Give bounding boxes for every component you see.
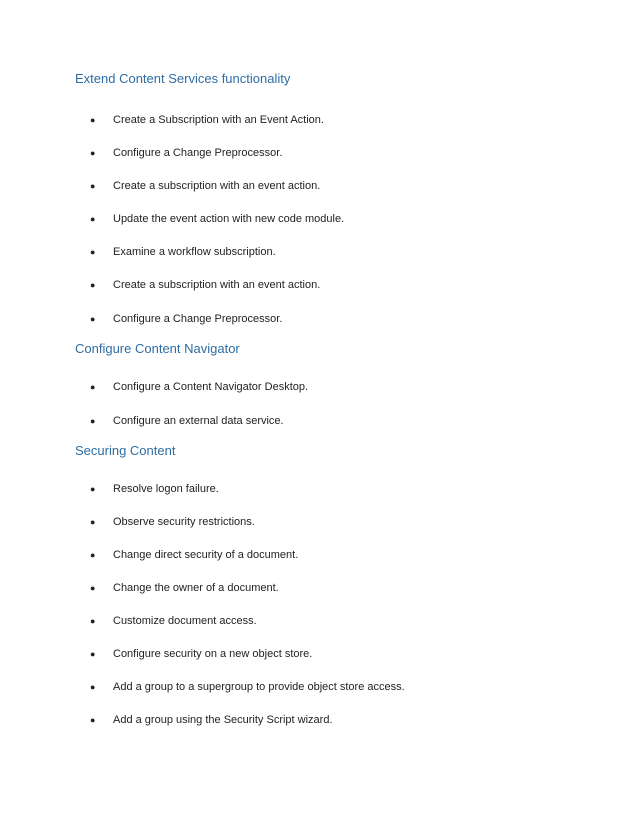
bullet-icon: ●	[90, 214, 96, 224]
list-item-text: Create a Subscription with an Event Action.	[113, 114, 324, 126]
list-item	[90, 681, 405, 693]
list-item	[90, 714, 333, 726]
bullet-icon: ●	[90, 247, 96, 257]
list-item	[90, 246, 276, 258]
list-item	[90, 415, 284, 427]
bullet-icon: ●	[90, 715, 96, 725]
list-item-text: Configure a Change Preprocessor.	[113, 313, 283, 325]
list-item-text: Update the event action with new code module.	[113, 213, 345, 225]
bullet-icon: ●	[90, 649, 96, 659]
list-item-text: Add a group to a supergroup to provide object store access.	[113, 681, 405, 693]
list-item-text: Configure a Change Preprocessor.	[113, 147, 283, 159]
list-item-text: Add a group using the Security Script wizard.	[113, 714, 333, 726]
list-item	[90, 516, 255, 528]
bullet-icon: ●	[90, 115, 96, 125]
bullet-icon: ●	[90, 148, 96, 158]
list-item-text: Configure a Content Navigator Desktop.	[113, 381, 309, 393]
list-item-text: Change the owner of a document.	[113, 582, 279, 594]
bullet-icon: ●	[90, 583, 96, 593]
list-item-text: Create a subscription with an event action.	[113, 279, 321, 291]
list-item	[90, 615, 257, 627]
section-heading-configure-content-navigator: Configure Content Navigator	[75, 341, 240, 356]
bullet-icon: ●	[90, 517, 96, 527]
list-item	[90, 114, 324, 126]
bullet-icon: ●	[90, 181, 96, 191]
list-item	[90, 549, 298, 561]
list-item-text: Create a subscription with an event action.	[113, 180, 321, 192]
list-item-text: Resolve logon failure.	[113, 483, 219, 495]
bullet-icon: ●	[90, 314, 96, 324]
list-item	[90, 582, 279, 594]
list-item	[90, 381, 308, 393]
bullet-icon: ●	[90, 416, 96, 426]
list-item	[90, 483, 219, 495]
bullet-icon: ●	[90, 484, 96, 494]
list-item	[90, 147, 282, 159]
list-item-text: Examine a workflow subscription.	[113, 246, 276, 258]
section-heading-extend-content-services: Extend Content Services functionality	[75, 71, 291, 86]
list-item-text: Observe security restrictions.	[113, 516, 255, 528]
list-item	[90, 213, 344, 225]
list-item-text: Customize document access.	[113, 615, 257, 627]
list-item-text: Configure an external data service.	[113, 415, 284, 427]
list-item-text: Configure security on a new object store.	[113, 648, 313, 660]
list-item	[90, 313, 282, 325]
section-heading-securing-content: Securing Content	[75, 443, 176, 458]
bullet-icon: ●	[90, 616, 96, 626]
list-item-text: Change direct security of a document.	[113, 549, 299, 561]
list-item	[90, 279, 320, 291]
list-item	[90, 180, 320, 192]
list-item	[90, 648, 312, 660]
bullet-icon: ●	[90, 550, 96, 560]
bullet-icon: ●	[90, 682, 96, 692]
bullet-icon: ●	[90, 280, 96, 290]
bullet-icon: ●	[90, 382, 96, 392]
